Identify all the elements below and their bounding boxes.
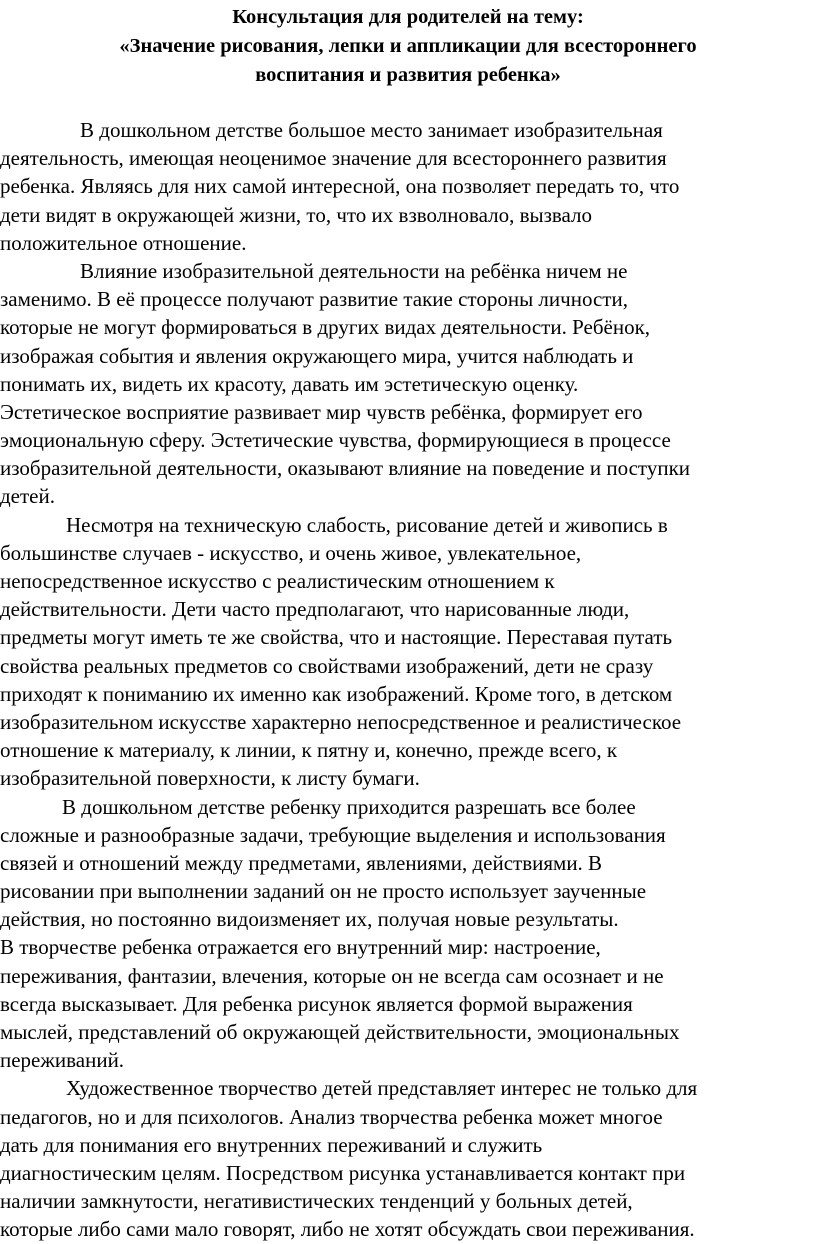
- paragraph-3-line: действительности. Дети часто предполагают, что нарисованные люди,: [0, 597, 630, 622]
- paragraph-1-line: ребенка. Являясь для них самой интересной, она позволяет передать то, что: [0, 174, 680, 199]
- paragraph-1-line: дети видят в окружающей жизни, то, что их взволновало, вызвало: [0, 202, 593, 227]
- title-line-2: «Значение рисования, лепки и аппликации для всестороннего: [119, 35, 697, 57]
- paragraph-3-line: большинстве случаев - искусство, и очень живое, увлекательное,: [0, 540, 582, 565]
- paragraph-3-line: предметы могут иметь те же свойства, что и настоящие. Переставая путать: [0, 625, 673, 650]
- paragraph-6-line: педагогов, но и для психологов. Анализ творчества ребенка может многое: [0, 1104, 663, 1129]
- paragraph-2-line: изображая события и явления окружающего мира, учится наблюдать и: [0, 343, 634, 368]
- title-line-1: Консультация для родителей на тему:: [232, 6, 584, 28]
- paragraph-2-line: Эстетическое восприятие развивает мир чувств ребёнка, формирует его: [0, 399, 643, 424]
- paragraph-2-line: Влияние изобразительной деятельности на ребёнка ничем не: [80, 258, 628, 283]
- paragraph-3-line: непосредственное искусство с реалистическим отношением к: [0, 569, 555, 593]
- paragraph-1-line: деятельность, имеющая неоценимое значение для всестороннего развития: [0, 146, 667, 171]
- paragraph-5-line: переживаний.: [0, 1048, 125, 1073]
- paragraph-1-line: В дошкольном детстве большое место занимает изобразительная: [80, 118, 663, 142]
- paragraph-3-line: Несмотря на техническую слабость, рисование детей и живопись в: [66, 512, 668, 537]
- paragraph-5-line: В творчестве ребенка отражается его внутренний мир: настроение,: [0, 935, 601, 960]
- document-title: [0, 3, 816, 90]
- document-body: [0, 116, 816, 1244]
- paragraph-3-line: свойства реальных предметов со свойствами изображений, дети не сразу: [0, 653, 654, 678]
- paragraph-5-line: переживания, фантазии, влечения, которые он не всегда сам осознает и не: [0, 963, 664, 988]
- title-line-3: воспитания и развития ребенка»: [255, 64, 561, 86]
- paragraph-3-line: приходят к пониманию их именно как изображений. Кроме того, в детском: [0, 681, 673, 706]
- paragraph-4-line: рисовании при выполнении заданий он не просто использует заученные: [0, 879, 647, 904]
- paragraph-2-line: детей.: [0, 484, 55, 509]
- paragraph-4-line: действия, но постоянно видоизменяет их, получая новые результаты.: [0, 907, 619, 932]
- paragraph-2-line: эмоциональную сферу. Эстетические чувства, формирующиеся в процессе: [0, 428, 671, 453]
- paragraph-3-line: отношение к материалу, к линии, к пятну и, конечно, прежде всего, к: [0, 738, 618, 763]
- paragraph-3-line: изобразительной поверхности, к листу бумаги.: [0, 766, 420, 791]
- paragraph-6-line: наличии замкнутости, негативистических тенденций у больных детей,: [0, 1189, 633, 1214]
- paragraph-6-line: диагностическим целям. Посредством рисунка устанавливается контакт при: [0, 1160, 686, 1185]
- paragraph-2-line: которые не могут формироваться в других видах деятельности. Ребёнок,: [0, 315, 651, 340]
- paragraph-1-line: положительное отношение.: [0, 230, 247, 255]
- paragraph-4-line: сложные и разнообразные задачи, требующие выделения и использования: [0, 822, 666, 847]
- paragraph-2-line: понимать их, видеть их красоту, давать им эстетическую оценку.: [0, 371, 579, 396]
- paragraph-3-line: изобразительном искусстве характерно непосредственное и реалистическое: [0, 709, 682, 734]
- paragraph-5-line: всегда высказывает. Для ребенка рисунок является формой выражения: [0, 991, 633, 1016]
- paragraph-4-line: В дошкольном детстве ребенку приходится разрешать все более: [62, 794, 636, 819]
- paragraph-4-line: связей и отношений между предметами, явлениями, действиями. В: [0, 850, 603, 875]
- paragraph-6-line: дать для понимания его внутренних переживаний и служить: [0, 1132, 543, 1157]
- paragraph-6-line: которые либо сами мало говорят, либо не хотят обсуждать свои переживания.: [0, 1217, 695, 1242]
- paragraph-6-line: Художественное творчество детей представляет интерес не только для: [66, 1076, 698, 1101]
- paragraph-2-line: изобразительной деятельности, оказывают влияние на поведение и поступки: [0, 456, 691, 481]
- paragraph-2-line: заменимо. В её процессе получают развитие такие стороны личности,: [0, 287, 628, 312]
- paragraph-5-line: мыслей, представлений об окружающей действительности, эмоциональных: [0, 1020, 680, 1044]
